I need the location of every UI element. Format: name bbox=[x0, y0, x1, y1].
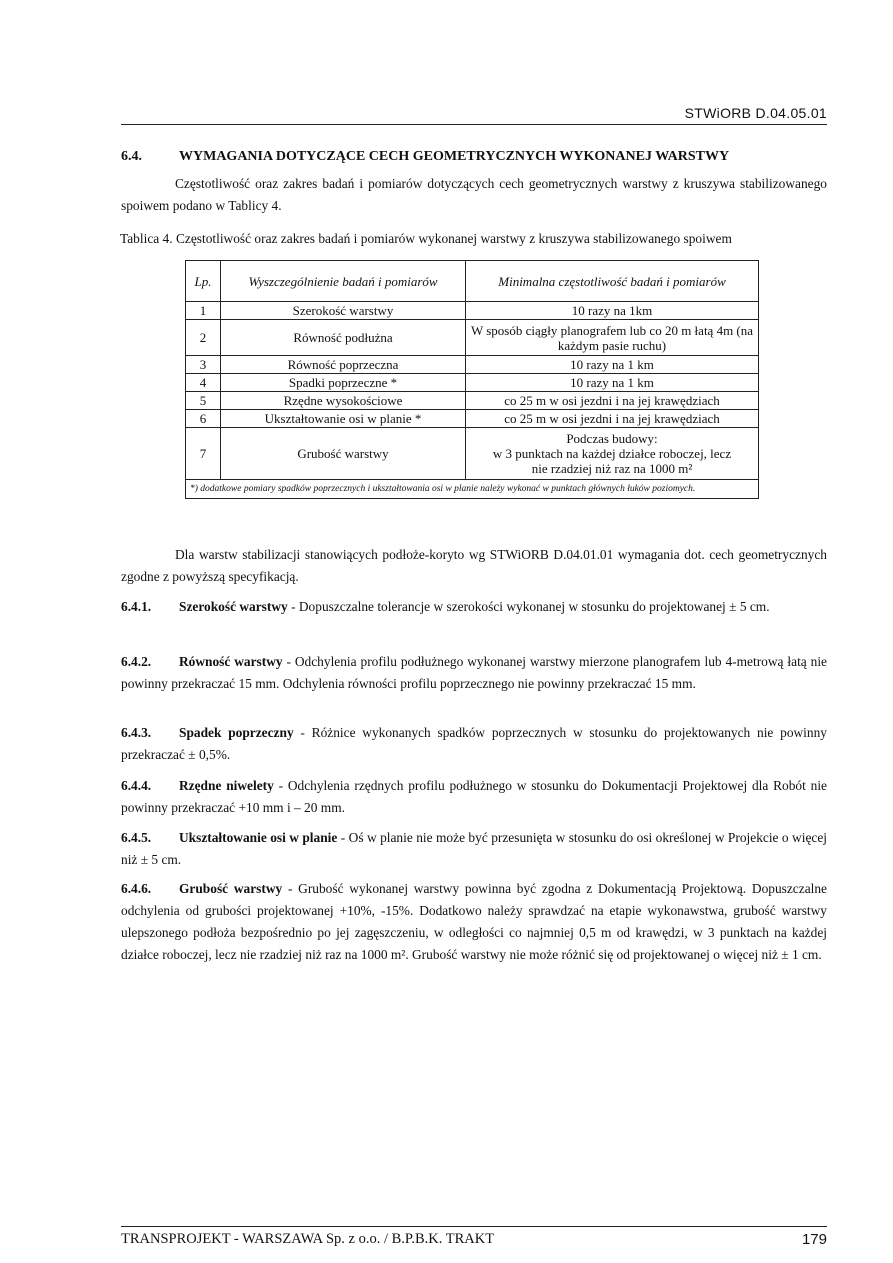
section-intro: Częstotliwość oraz zakres badań i pomiarów dotyczących cech geometrycznych warstwy z kruszywa stabilizowanego spoiwem podano w Tablicy 4. bbox=[121, 176, 827, 213]
subsection-text: - Oś w planie nie może być przesunięta w stosunku do osi określonej w Projekcie o więcej niż ± 5 cm. bbox=[121, 830, 827, 867]
subsection-number: 6.4.6. bbox=[121, 881, 152, 896]
subsection-title: Grubość warstwy bbox=[179, 881, 283, 896]
cell-item: Równość poprzeczna bbox=[221, 356, 466, 374]
col-header-frequency: Minimalna częstotliwość badań i pomiarów bbox=[466, 261, 759, 302]
table-row bbox=[186, 356, 759, 374]
cell-frequency: 10 razy na 1km bbox=[466, 302, 759, 320]
table-caption: Tablica 4. Częstotliwość oraz zakres badań i pomiarów wykonanej warstwy z kruszywa stabilizowanego spoiwem bbox=[120, 231, 732, 246]
header-rule bbox=[121, 124, 827, 125]
subsection-6-4-4 bbox=[121, 775, 827, 819]
page-number: 179 bbox=[801, 1231, 827, 1248]
cell-item: Rzędne wysokościowe bbox=[221, 392, 466, 410]
cell-lp: 6 bbox=[186, 410, 221, 428]
col-header-lp: Lp. bbox=[186, 261, 221, 302]
subsection-number: 6.4.3. bbox=[121, 725, 152, 740]
table-header-row bbox=[186, 261, 759, 302]
section-title: WYMAGANIA DOTYCZĄCE CECH GEOMETRYCZNYCH WYKONANEJ WARSTWY bbox=[179, 149, 730, 164]
cell-lp: 7 bbox=[186, 428, 221, 480]
cell-item: Spadki poprzeczne * bbox=[221, 374, 466, 392]
subsection-title: Ukształtowanie osi w planie bbox=[179, 830, 338, 845]
subsection-6-4-6 bbox=[121, 878, 827, 966]
body-paragraph: Dla warstw stabilizacji stanowiących podłoże-koryto wg STWiORB D.04.01.01 wymagania dot. cech geometrycznych zgodne z powyższą specyfikacją. bbox=[121, 547, 827, 584]
cell-item: Równość podłużna bbox=[221, 320, 466, 356]
subsection-text: - Odchylenia profilu podłużnego wykonanej warstwy mierzone planografem lub 4-metrową łatą nie powinny przekraczać 15 mm. Odchylenia równości profilu poprzecznego nie powinny przekraczać 15 mm. bbox=[121, 654, 827, 691]
subsection-6-4-1 bbox=[121, 596, 827, 618]
table-row bbox=[186, 410, 759, 428]
subsection-6-4-2 bbox=[121, 651, 827, 695]
table-footnote: *) dodatkowe pomiary spadków poprzecznych i ukształtowania osi w planie należy wykonać w punktach głównych łuków poziomych. bbox=[186, 480, 759, 499]
frequency-line: nie rzadziej niż raz na 1000 m² bbox=[531, 461, 693, 476]
cell-item: Ukształtowanie osi w planie * bbox=[221, 410, 466, 428]
subsection-title: Rzędne niwelety bbox=[179, 778, 274, 793]
table-row bbox=[186, 428, 759, 480]
subsection-text: - Dopuszczalne tolerancje w szerokości wykonanej w stosunku do projektowanej ± 5 cm. bbox=[287, 599, 770, 614]
subsection-text: - Różnice wykonanych spadków poprzecznych w stosunku do projektowanych nie powinny przekraczać ± 0,5%. bbox=[121, 725, 827, 762]
subsection-number: 6.4.1. bbox=[121, 599, 152, 614]
subsection-number: 6.4.2. bbox=[121, 654, 152, 669]
table-footnote-row bbox=[186, 480, 759, 499]
col-header-item: Wyszczególnienie badań i pomiarów bbox=[221, 261, 466, 302]
cell-lp: 3 bbox=[186, 356, 221, 374]
table-row bbox=[186, 374, 759, 392]
cell-lp: 4 bbox=[186, 374, 221, 392]
table-row bbox=[186, 320, 759, 356]
subsection-6-4-5 bbox=[121, 827, 827, 871]
footer-rule bbox=[121, 1226, 827, 1227]
subsection-text: - Odchylenia rzędnych profilu podłużnego w stosunku do Dokumentacji Projektowej dla Robót nie powinny przekraczać +10 mm i – 20 mm. bbox=[121, 778, 827, 815]
document-code: STWiORB D.04.05.01 bbox=[684, 105, 827, 121]
footer-company: TRANSPROJEKT - WARSZAWA Sp. z o.o. / B.P.B.K. TRAKT bbox=[121, 1231, 495, 1247]
subsection-text: - Grubość wykonanej warstwy powinna być zgodna z Dokumentacją Projektową. Dopuszczalne odchylenia od grubości projektowanej +10%, -15%. Dodatkowo należy sprawdzać na etapie wykonawstwa, grubość warstwy ulepszonego podłoża bezpośrednio po jej zagęszczeniu, w odległości co najmniej 0,5 m od krawędzi, w 3 punktach na każdej działce roboczej, lecz nie rzadziej niż raz na 1000 m². Grubość warstwy nie może różnić się od projektowanej o więcej niż ± 1 cm. bbox=[121, 881, 828, 962]
subsection-title: Spadek poprzeczny bbox=[179, 725, 294, 740]
section-number: 6.4. bbox=[121, 149, 142, 164]
section-heading bbox=[121, 149, 729, 165]
subsection-6-4-3 bbox=[121, 722, 827, 766]
frequency-line: Podczas budowy: bbox=[566, 431, 658, 446]
cell-frequency: 10 razy na 1 km bbox=[466, 374, 759, 392]
cell-lp: 1 bbox=[186, 302, 221, 320]
cell-frequency bbox=[466, 428, 759, 480]
cell-lp: 2 bbox=[186, 320, 221, 356]
cell-item: Szerokość warstwy bbox=[221, 302, 466, 320]
subsection-title: Równość warstwy bbox=[179, 654, 283, 669]
subsection-title: Szerokość warstwy bbox=[179, 599, 288, 614]
cell-item: Grubość warstwy bbox=[221, 428, 466, 480]
cell-frequency: co 25 m w osi jezdni i na jej krawędziach bbox=[466, 410, 759, 428]
frequency-line: w 3 punktach na każdej działce roboczej, lecz bbox=[492, 446, 732, 461]
subsection-number: 6.4.5. bbox=[121, 830, 152, 845]
table-row bbox=[186, 392, 759, 410]
cell-frequency: co 25 m w osi jezdni i na jej krawędziach bbox=[466, 392, 759, 410]
subsection-number: 6.4.4. bbox=[121, 778, 152, 793]
spec-table bbox=[185, 260, 759, 499]
cell-lp: 5 bbox=[186, 392, 221, 410]
cell-frequency: W sposób ciągły planografem lub co 20 m łatą 4m (na każdym pasie ruchu) bbox=[466, 320, 759, 356]
table-row bbox=[186, 302, 759, 320]
cell-frequency: 10 razy na 1 km bbox=[466, 356, 759, 374]
